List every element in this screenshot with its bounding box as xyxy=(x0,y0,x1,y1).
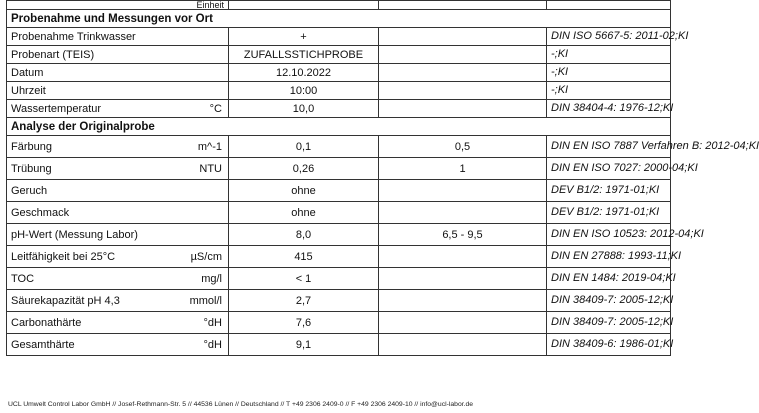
param-limit xyxy=(379,28,547,46)
param-limit xyxy=(379,268,547,290)
param-name: Carbonathärte xyxy=(11,316,82,329)
param-method: DIN EN ISO 7887 Verfahren B: 2012-04;KI xyxy=(547,136,671,158)
param-value: < 1 xyxy=(229,268,379,290)
param-name: Uhrzeit xyxy=(11,84,46,97)
table-row xyxy=(7,46,671,64)
table-row xyxy=(7,312,671,334)
param-value: 10,0 xyxy=(229,100,379,118)
param-method: DIN EN 1484: 2019-04;KI xyxy=(547,268,671,290)
param-unit: µS/cm xyxy=(190,250,222,263)
param-unit: NTU xyxy=(199,162,222,175)
param-method: DIN 38404-4: 1976-12;KI xyxy=(547,100,671,118)
param-limit xyxy=(379,82,547,100)
header-row xyxy=(7,1,671,10)
param-method: DIN 38409-7: 2005-12;KI xyxy=(547,290,671,312)
param-method: -;KI xyxy=(547,64,671,82)
param-value: 2,7 xyxy=(229,290,379,312)
param-name: Probenahme Trinkwasser xyxy=(11,30,136,43)
unit-header: Einheit xyxy=(7,1,229,10)
param-value: ZUFALLSSTICHPROBE xyxy=(229,46,379,64)
param-method: DIN 38409-7: 2005-12;KI xyxy=(547,312,671,334)
param-name: Trübung xyxy=(11,162,52,175)
param-limit xyxy=(379,246,547,268)
table-row xyxy=(7,268,671,290)
param-unit: °C xyxy=(209,102,222,115)
param-unit: m^-1 xyxy=(197,140,222,153)
param-limit xyxy=(379,46,547,64)
table-row xyxy=(7,82,671,100)
param-method: DIN EN ISO 10523: 2012-04;KI xyxy=(547,224,671,246)
param-unit: °dH xyxy=(203,316,222,329)
param-limit xyxy=(379,180,547,202)
param-limit xyxy=(379,334,547,356)
param-name: TOC xyxy=(11,272,35,285)
param-limit xyxy=(379,64,547,82)
param-name: pH-Wert (Messung Labor) xyxy=(11,228,138,241)
table-row xyxy=(7,158,671,180)
param-limit xyxy=(379,100,547,118)
param-limit: 0,5 xyxy=(379,136,547,158)
table-row xyxy=(7,180,671,202)
param-limit xyxy=(379,202,547,224)
param-value: 0,1 xyxy=(229,136,379,158)
param-name: Gesamthärte xyxy=(11,338,75,351)
param-limit: 6,5 - 9,5 xyxy=(379,224,547,246)
param-value: + xyxy=(229,28,379,46)
param-value: 415 xyxy=(229,246,379,268)
param-name: Datum xyxy=(11,66,44,79)
param-name: Leitfähigkeit bei 25°C xyxy=(11,250,116,263)
table-row xyxy=(7,334,671,356)
section-header-probenahme xyxy=(7,10,671,28)
param-method: DIN EN 27888: 1993-11;KI xyxy=(547,246,671,268)
param-method: DEV B1/2: 1971-01;KI xyxy=(547,180,671,202)
param-method: DEV B1/2: 1971-01;KI xyxy=(547,202,671,224)
param-name: Geruch xyxy=(11,184,48,197)
section-header-analyse xyxy=(7,118,671,136)
table-row xyxy=(7,136,671,158)
param-value: 8,0 xyxy=(229,224,379,246)
param-value: 7,6 xyxy=(229,312,379,334)
section-title: Probenahme und Messungen vor Ort xyxy=(7,10,671,28)
param-method: -;KI xyxy=(547,82,671,100)
param-value: 10:00 xyxy=(229,82,379,100)
param-method: DIN 38409-6: 1986-01;KI xyxy=(547,334,671,356)
param-unit: °dH xyxy=(203,338,222,351)
table-row xyxy=(7,28,671,46)
table-row xyxy=(7,100,671,118)
table-row xyxy=(7,64,671,82)
param-method: -;KI xyxy=(547,46,671,64)
param-method: DIN EN ISO 7027: 2000-04;KI xyxy=(547,158,671,180)
param-limit xyxy=(379,312,547,334)
table-row xyxy=(7,224,671,246)
param-value: ohne xyxy=(229,202,379,224)
page-footer: UCL Umwelt Control Labor GmbH // Josef-Rethmann-Str. 5 // 44536 Lünen // Deutschland // T +49 2306 2409-0 // F +49 2306 2409-10 // info@ucl-labor.de xyxy=(8,401,474,408)
param-name: Wassertemperatur xyxy=(11,102,102,115)
param-name: Geschmack xyxy=(11,206,70,219)
analysis-table xyxy=(6,0,759,356)
param-method: DIN ISO 5667-5: 2011-02;KI xyxy=(547,28,671,46)
param-name: Säurekapazität pH 4,3 xyxy=(11,294,120,307)
param-limit xyxy=(379,290,547,312)
param-limit: 1 xyxy=(379,158,547,180)
param-value: 9,1 xyxy=(229,334,379,356)
table-row xyxy=(7,290,671,312)
param-unit: mmol/l xyxy=(189,294,222,307)
param-value: 0,26 xyxy=(229,158,379,180)
param-name: Färbung xyxy=(11,140,52,153)
param-value: ohne xyxy=(229,180,379,202)
table-row xyxy=(7,246,671,268)
section-title: Analyse der Originalprobe xyxy=(7,118,671,136)
param-value: 12.10.2022 xyxy=(229,64,379,82)
table-row xyxy=(7,202,671,224)
param-name: Probenart (TEIS) xyxy=(11,48,95,61)
param-unit: mg/l xyxy=(201,272,222,285)
